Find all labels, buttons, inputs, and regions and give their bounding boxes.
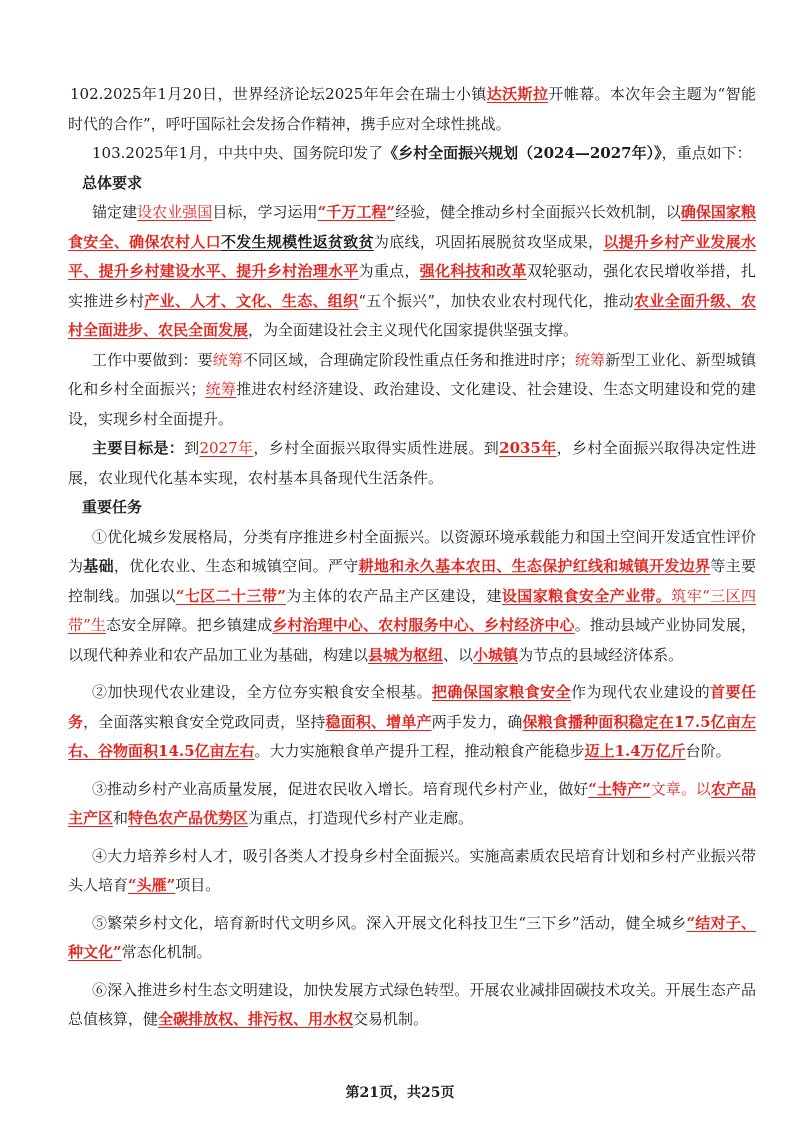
body-text: 交易机制。 (353, 1010, 429, 1028)
highlighted-text: 农产品主产区 (68, 779, 756, 827)
body-text: 作为现代农业建设的 (570, 683, 711, 701)
highlighted-text: 乡村治理中心、农村服务中心、乡村经济中心 (272, 616, 575, 634)
highlighted-text: “千万工程” (317, 203, 396, 221)
highlighted-text: 以提升乡村产业发展水平、提升乡村建设水平、提升乡村治理水平 (68, 232, 756, 280)
body-text: 新型工业化、新型城镇化和乡村全面振兴； (68, 350, 756, 398)
body-text: 开帷幕。本次年会主题为“智能时代的合作”，呼吁国际社会发扬合作精神，携手应对全球性挑战。 (68, 85, 756, 133)
body-text: 常态化机制。 (121, 943, 212, 961)
highlighted-text: 特色农产品优势区 (128, 809, 249, 827)
highlighted-text: 农业全面升级、农村全面进步、农民全面发展 (68, 291, 756, 339)
body-text: 为底线，巩固拓展脱贫攻坚成果， (373, 232, 604, 251)
bold-text: 主要目标是： (92, 439, 185, 457)
highlighted-text: 耕地和永久基本农田、生态保护红线和城镇开发边界 (358, 557, 711, 575)
task-item-5 (68, 909, 756, 968)
body-text: 工作中要做到：要 (92, 350, 213, 369)
body-text: ①优化城乡发展格局，分类有序推进乡村全面振兴。以资源环境承载能力和国土空间开发适宜性评价为 (68, 527, 756, 575)
body-text: ，为全面建设社会主义现代化国家提供坚强支撑。 (248, 321, 579, 339)
body-text: ②加快现代农业建设，全方位夯实粮食安全根基。 (92, 683, 432, 701)
body-text: 两手发力，确 (431, 712, 523, 731)
body-text: ③推动乡村产业高质量发展，促进农民收入增长。培育现代乡村产业，做好 (92, 779, 589, 798)
body-text: 不同区域，合理确定阶段性重点任务和推进时序； (242, 350, 575, 369)
highlighted-text: 设国家粮食安全产业带。 (501, 586, 672, 605)
task-item-3 (68, 775, 756, 834)
highlighted-text: 稳面积、增单产 (325, 712, 432, 731)
highlighted-text: 产业、人才、文化、生态、组织 (144, 291, 359, 310)
highlighted-text: 统筹 (205, 380, 237, 398)
highlighted-text: 保粮食播种面积稳定在17.5亿亩左右、谷物面积14.5亿亩左右 (68, 712, 756, 760)
body-text: 为重点，打造现代乡村产业走廊。 (248, 809, 474, 827)
highlighted-text: 县城为枢纽 (368, 645, 444, 664)
body-text: ④大力培养乡村人才，吸引各类人才投身乡村全面振兴。实施高素质农民培育计划和乡村产业振兴带头人培育 (68, 846, 756, 894)
overall-requirements-heading: 总体要求 (82, 173, 143, 192)
body-text: ⑤繁荣乡村文化，培育新时代文明乡风。深入开展文化科技卫生“三下乡”活动，健全城乡 (92, 913, 687, 932)
task-item-1 (68, 523, 756, 671)
key-tasks-heading: 重要任务 (82, 498, 143, 516)
body-text: 。推动县域产业协同发展，以现代种养业和农产品加工业为基础，构建以 (68, 616, 756, 664)
highlighted-text: “土特产” (588, 779, 651, 798)
highlighted-text: “头雁” (128, 876, 176, 894)
highlighted-text: “结对子、种文化” (68, 913, 756, 961)
body-text: ，乡村全面振兴取得决定性进展，农业现代化基本实现，农村基本具备现代生活条件。 (68, 439, 756, 487)
highlighted-text: 统筹 (212, 350, 243, 369)
task-item-2 (68, 678, 756, 767)
body-text: 为主体的农产品主产区建设，建 (285, 586, 502, 605)
task-item-4 (68, 842, 756, 901)
body-text: ，全面落实粮食安全党政同责，坚持 (83, 712, 326, 731)
main-goals-paragraph (68, 434, 756, 493)
body-text: 经验，健全推动乡村全面振兴长效机制，以 (395, 203, 681, 221)
highlighted-text: 2035年 (499, 439, 557, 457)
body-text: 态安全屏障。把乡镇建成 (106, 616, 273, 634)
bold-text: 不发生规模性返贫致贫 (220, 232, 374, 251)
item-102-paragraph (68, 80, 756, 139)
highlighted-text: “七区二十三带” (175, 586, 286, 605)
highlighted-text: 小城镇 (473, 645, 519, 664)
body-text: 推进农村经济建设、政治建设、文化建设、社会建设、生态文明建设和党的建设，实现乡村全面提升。 (68, 380, 756, 428)
bold-text: 《乡村全面振兴规划（2024—2027年）》 (383, 144, 662, 162)
highlighted-text: 确保国家粮食安全、确保农村人口 (68, 203, 756, 251)
body-text: ，重点如下： (661, 144, 752, 162)
highlighted-text: 全碳排放权、排污权、用水权 (158, 1010, 354, 1028)
body-text: 双轮驱动，强化农民增收举措，扎实推进乡村 (68, 262, 756, 310)
highlighted-text: 强化科技和改革 (419, 262, 527, 280)
body-text: ，优化农业、生态和城镇空间。严守 (113, 557, 359, 575)
highlighted-text: 把确保国家粮食安全 (431, 683, 571, 701)
page-number-footer: 第21页，共25页 (345, 1085, 455, 1101)
body-text: 目标，学习运用 (212, 203, 318, 221)
highlighted-text: 首要任务 (68, 683, 756, 731)
body-text: 。大力实施粮食单产提升工程，推动粮食产能稳步 (254, 742, 585, 760)
work-requirements-paragraph (68, 346, 756, 435)
body-text: 等主要控制线。加强以 (68, 557, 756, 605)
body-text: 和 (113, 809, 129, 827)
body-text: 103.2025年1月，中共中央、国务院印发了 (92, 144, 384, 162)
body-text: 锚定建 (92, 203, 138, 221)
highlighted-text: 文章。以 (650, 779, 711, 798)
body-text: 为重点， (358, 262, 420, 280)
highlighted-text: 筑牢“三区四带”生 (68, 586, 756, 634)
body-text: 为节点的县域经济体系。 (518, 645, 684, 664)
highlighted-text: 设农业强国 (137, 203, 213, 221)
highlighted-text: 达沃斯拉 (486, 85, 549, 103)
body-text: ，乡村全面振兴取得实质性进展。到 (253, 439, 500, 457)
body-text: 台阶。 (685, 742, 731, 760)
body-text: “五个振兴”，加快农业农村现代化，推动 (358, 291, 635, 310)
highlighted-text: 迈上1.4万亿斤 (584, 742, 686, 760)
document-body (68, 80, 756, 1035)
body-text: 、以 (443, 645, 474, 664)
overall-requirements-paragraph (68, 198, 756, 346)
task-item-6 (68, 976, 756, 1035)
body-text: 项目。 (175, 876, 221, 894)
bold-text: 基础 (83, 557, 114, 575)
body-text: 到 (184, 439, 200, 457)
highlighted-text: 2027年 (199, 439, 254, 457)
item-103-paragraph (68, 139, 756, 169)
highlighted-text: 统筹 (574, 350, 606, 369)
body-text: ⑥深入推进乡村生态文明建设，加快发展方式绿色转型。开展农业减排固碳技术攻关。开展生态产品总值核算，健 (68, 980, 756, 1028)
body-text: 102.2025年1月20日，世界经济论坛2025年年会在瑞士小镇 (70, 85, 487, 103)
